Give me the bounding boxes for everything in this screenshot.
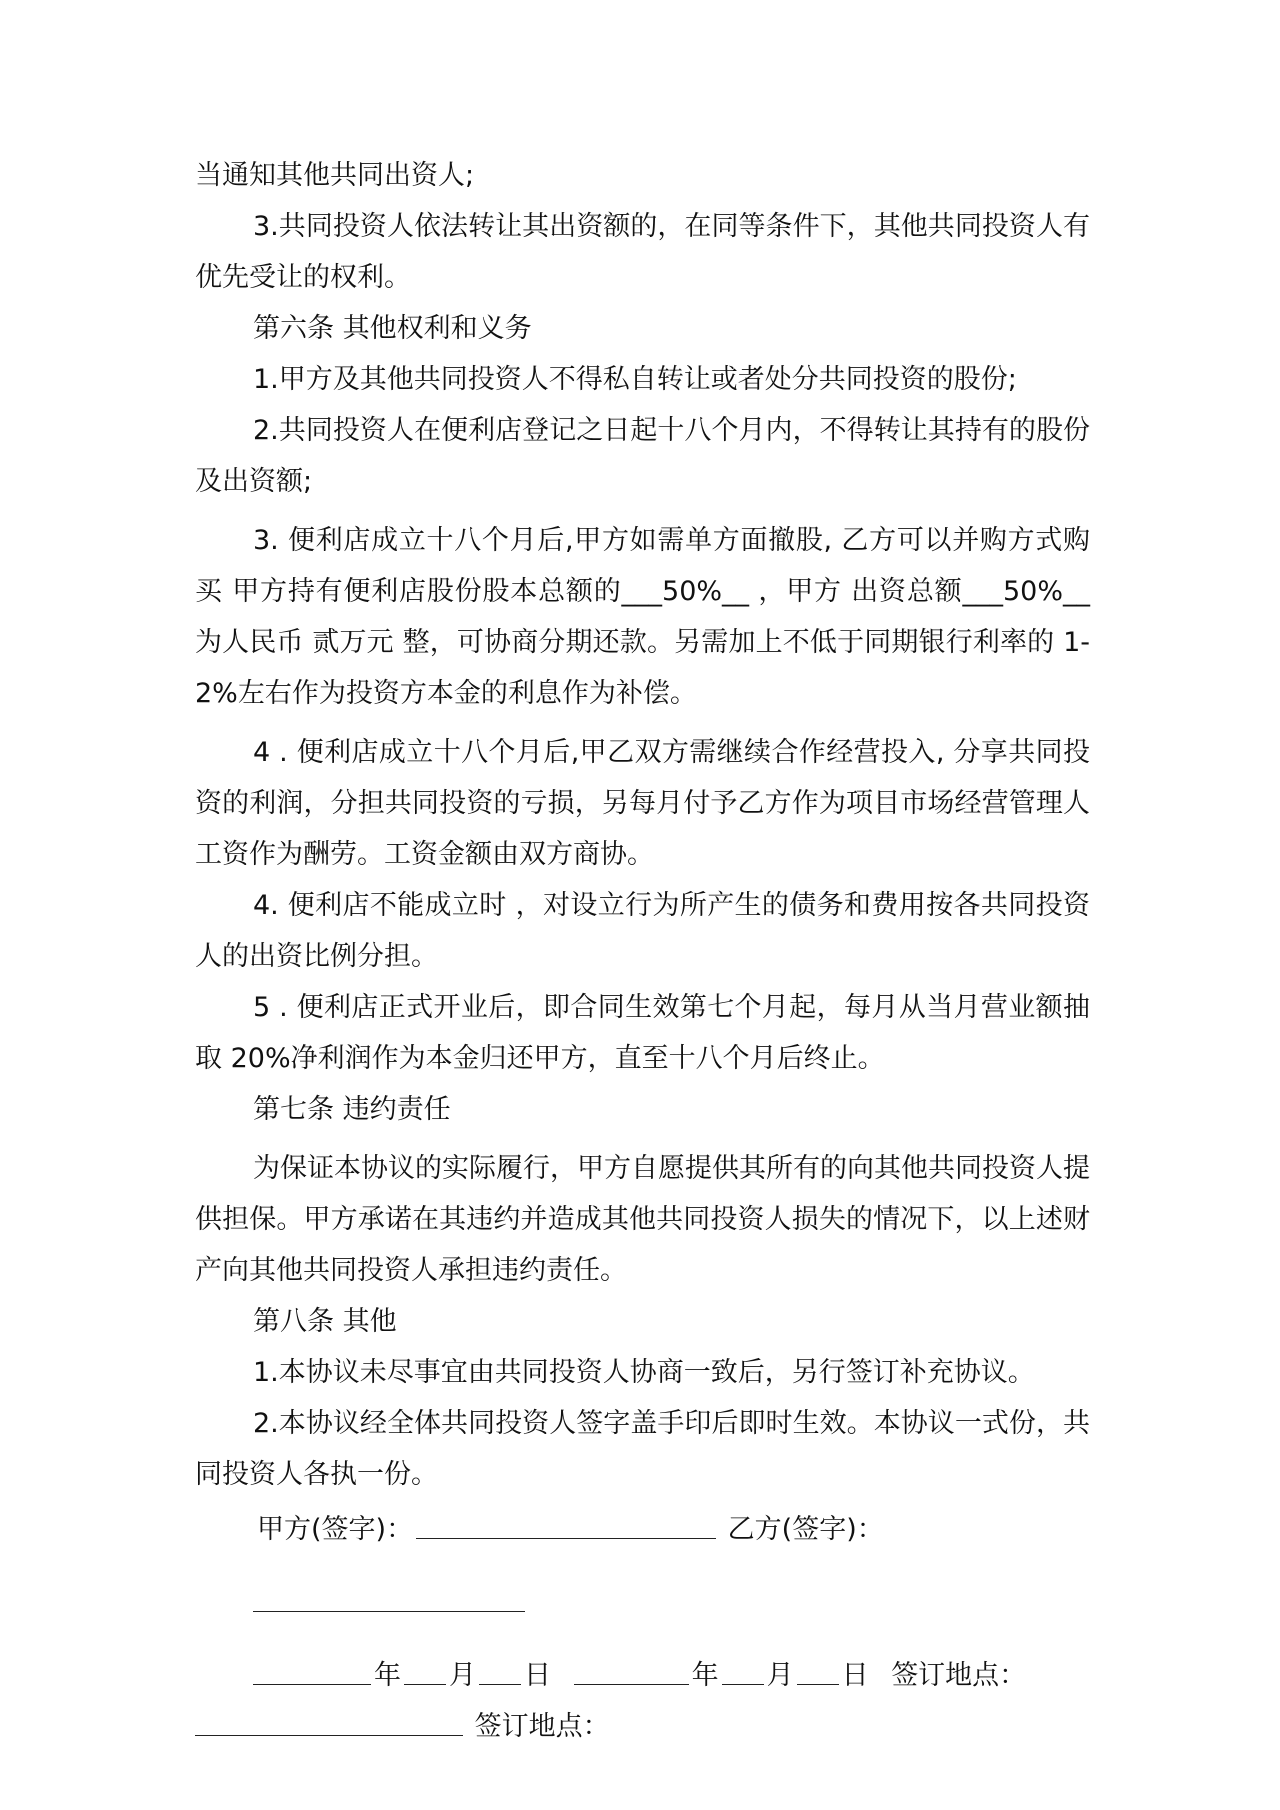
place-label-b: 签订地点： — [474, 1711, 610, 1742]
clause-6-4b: 4. 便利店不能成立时 ，对设立行为所产生的债务和费用按各共同投资人的出资比例分担。 — [195, 890, 1090, 972]
month-label: 月 — [449, 1660, 476, 1691]
clause-6-4a: 4 . 便利店成立十八个月后,甲乙双方需继续合作经营投入, 分享共同投资的利润，分担共同投资的亏损，另每月付予乙方作为项目市场经营管理人工资作为酬劳。工资金额由双方商协。 — [195, 737, 1090, 870]
party-a-day-line[interactable] — [479, 1660, 521, 1685]
clause-5-3: 3.共同投资人依法转让其出资额的，在同等条件下，其他共同投资人有优先受让的权利。 — [195, 211, 1090, 293]
clause-6-5: 5 . 便利店正式开业后，即合同生效第七个月起，每月从当月营业额抽取 20%净利润作为本金归还甲方，直至十八个月后终止。 — [195, 992, 1090, 1074]
place-row — [195, 1701, 1090, 1752]
year-label: 年 — [374, 1660, 401, 1691]
party-b-line-row — [195, 1577, 1090, 1628]
party-a-month-line[interactable] — [404, 1660, 446, 1685]
party-b-label: 乙方(签字)： — [727, 1514, 884, 1545]
day-label-2: 日 — [841, 1660, 869, 1691]
party-b-month-line[interactable] — [722, 1660, 764, 1685]
month-label-2: 月 — [766, 1660, 794, 1691]
clause-8-2: 2.本协议经全体共同投资人签字盖手印后即时生效。本协议一式份，共同投资人各执一份。 — [195, 1408, 1090, 1490]
party-b-day-line[interactable] — [797, 1660, 839, 1685]
day-label: 日 — [524, 1660, 551, 1691]
clause-8-1: 1.本协议未尽事宜由共同投资人协商一致后，另行签订补充协议。 — [253, 1357, 1035, 1388]
article-8-title: 第八条 其他 — [253, 1306, 397, 1337]
date-row — [195, 1650, 1090, 1701]
clause-6-1: 1.甲方及其他共同投资人不得私自转让或者处分共同投资的股份; — [253, 364, 1017, 395]
article-7-title: 第七条 违约责任 — [253, 1094, 451, 1125]
place-label-a: 签订地点： — [891, 1660, 1027, 1691]
clause-6-3: 3. 便利店成立十八个月后,甲方如需单方面撤股, 乙方可以并购方式购买 甲方持有便利店股份股本总额的___50%__ ，甲方 出资总额___50%__为人民币 贰万元 整，可协商分期还款。另需加上不低于同期银行利率的 1-2%左右作为投资方本金的利息作为补偿。 — [195, 525, 1090, 709]
party-a-signature-line[interactable] — [416, 1514, 716, 1539]
party-a-year-line[interactable] — [253, 1660, 371, 1685]
party-a-label: 甲方(签字)： — [257, 1514, 414, 1545]
clause-6-2: 2.共同投资人在便利店登记之日起十八个月内，不得转让其持有的股份及出资额; — [195, 415, 1090, 497]
paragraph-continued: 当通知其他共同出资人; — [195, 160, 475, 191]
signature-row — [195, 1504, 1090, 1555]
party-b-signature-line[interactable] — [253, 1587, 525, 1612]
article-6-title: 第六条 其他权利和义务 — [253, 313, 532, 344]
party-b-year-line[interactable] — [574, 1660, 689, 1685]
place-line[interactable] — [195, 1711, 463, 1736]
clause-7-1: 为保证本协议的实际履行，甲方自愿提供其所有的向其他共同投资人提供担保。甲方承诺在其违约并造成其他共同投资人损失的情况下，以上述财产向其他共同投资人承担违约责任。 — [195, 1153, 1090, 1286]
year-label-2: 年 — [691, 1660, 719, 1691]
document-body — [195, 150, 1090, 1752]
